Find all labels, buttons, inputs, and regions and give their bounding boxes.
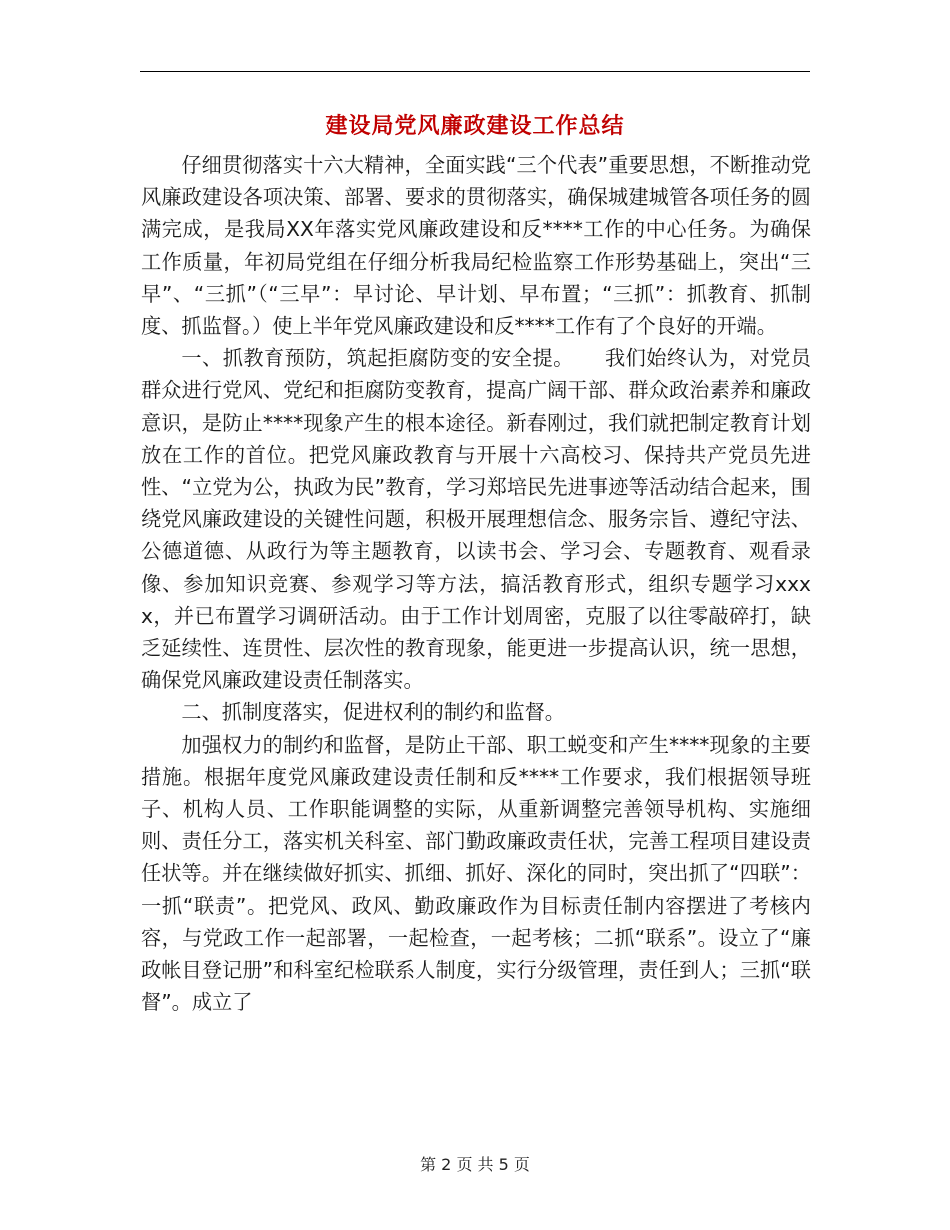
document-title: 建设局党风廉政建设工作总结 [325,113,625,139]
page-number-footer: 第 2 页 共 5 页 [420,1155,530,1174]
document-body [141,149,811,1018]
header-rule [140,71,810,72]
paragraph-section-1: 一、抓教育预防，筑起拒腐防变的安全提。 我们始终认为，对党员群众进行党风、党纪和拒腐防变教育，提高广阔干部、群众政治素养和廉政意识，是防止****现象产生的根本途径。新春刚过，我们就把制定教育计划放在工作的首位。把党风廉政教育与开展十六高校习、保持共产党员先进性、“立党为公，执政为民”教育，学习郑培民先进事迹等活动结合起来，围绕党风廉政建设的关键性问题，积极开展理想信念、服务宗旨、遵纪守法、公德道德、从政行为等主题教育，以读书会、学习会、专题教育、观看录像、参加知识竞赛、参观学习等方法，搞活教育形式，组织专题学习xxxx，并已布置学习调研活动。由于工作计划周密，克服了以往零敲碎打，缺乏延续性、连贯性、层次性的教育现象，能更进一步提高认识，统一思想，确保党风廉政建设责任制落实。 [141,346,811,693]
paragraph-section-2-heading: 二、抓制度落实，促进权利的制约和监督。 [181,700,565,725]
paragraph-intro: 仔细贯彻落实十六大精神，全面实践“三个代表”重要思想，不断推动党风廉政建设各项决策、部署、要求的贯彻落实，确保城建城管各项任务的圆满完成，是我局XX年落实党风廉政建设和反****工作的中心任务。为确保工作质量，年初局党组在仔细分析我局纪检监察工作形势基础上，突出“三早”、“三抓”（“三早”：早讨论、早计划、早布置；“三抓”：抓教育、抓制度、抓监督。）使上半年党风廉政建设和反****工作有了个良好的开端。 [141,153,811,339]
paragraph-section-2-body: 加强权力的制约和监督，是防止干部、职工蜕变和产生****现象的主要措施。根据年度党风廉政建设责任制和反****工作要求，我们根据领导班子、机构人员、工作职能调整的实际，从重新调整完善领导机构、实施细则、责任分工，落实机关科室、部门勤政廉政责任状，完善工程项目建设责任状等。并在继续做好抓实、抓细、抓好、深化的同时，突出抓了“四联”：一抓“联责”。把党风、政风、勤政廉政作为目标责任制内容摆进了考核内容，与党政工作一起部署，一起检查，一起考核；二抓“联系”。设立了“廉政帐目登记册”和科室纪检联系人制度，实行分级管理，责任到人；三抓“联督”。成立了 [141,732,811,1015]
